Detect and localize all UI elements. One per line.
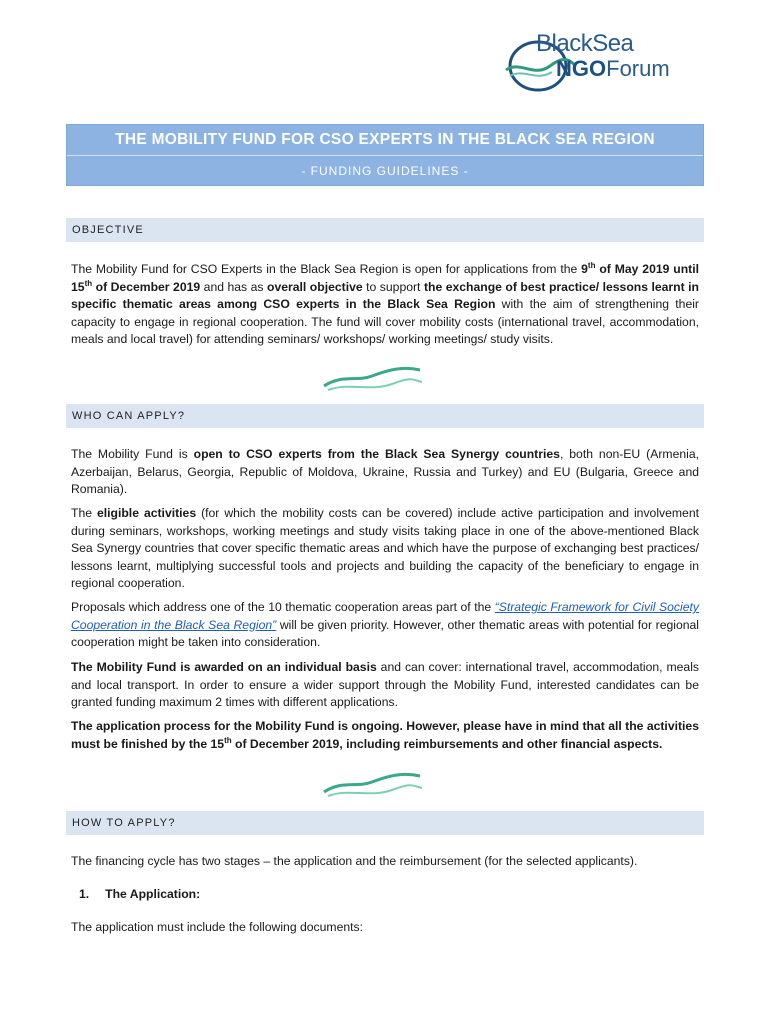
section-header-objective: OBJECTIVE: [66, 218, 704, 242]
list-number: 1.: [79, 887, 90, 901]
section-header-how-to-apply: HOW TO APPLY?: [66, 811, 704, 835]
logo-blacksea-text: BlackSea: [536, 30, 634, 57]
banner-divider: [67, 155, 703, 156]
document-subtitle: - FUNDING GUIDELINES -: [301, 164, 469, 178]
document-title: THE MOBILITY FUND FOR CSO EXPERTS IN THE BLACK SEA REGION: [115, 131, 655, 148]
section-header-who-can-apply: WHO CAN APPLY?: [66, 404, 704, 428]
title-banner: [66, 124, 704, 186]
objective-paragraph: The Mobility Fund for CSO Experts in the Black Sea Region is open for applications from the 9th of May 2019 until 15th of December 2019 and has as overall objective to support the exchange of best practice/ lessons learnt in specific thematic areas among CSO experts in the Black Sea Region with the aim of strengthening their capacity to engage in regional cooperation. The fund will cover mobility costs (international travel, accommodation, meals and local travel) for attending seminars/ workshops/ working meetings/ study visits.: [71, 260, 699, 346]
strategic-framework-link[interactable]: “Strategic Framework for Civil Society Cooperation in the Black Sea Region”: [71, 600, 699, 632]
who-paragraph-4: The Mobility Fund is awarded on an individual basis and can cover: international travel, accommodation, meals and local transport. In order to ensure a wider support through the Mobility Fund, interested candidates can be granted funding maximum 2 times with different applications.: [71, 660, 699, 709]
logo-ngoforum-text: NGOForum: [556, 56, 670, 81]
wave-divider-icon: [320, 362, 426, 394]
who-paragraph-2: The eligible activities (for which the mobility costs can be covered) include active participation and involvement during seminars, workshops, working meetings and study visits taking place in one of the above-mentioned Black Sea Synergy countries that cover specific thematic areas and which have the purpose of exchanging best practices/ lessons learnt, multiplying successful tools and projects and building the capacity of the beneficiary to engage in regional cooperation.: [71, 506, 700, 590]
how-paragraph-2: The application must include the following documents:: [71, 920, 363, 934]
wave-divider-icon: [320, 768, 426, 800]
who-paragraph-3: Proposals which address one of the 10 thematic cooperation areas part of the “Strategic Framework for Civil Society Cooperation in the Black Sea Region” will be given priority. However, other thematic areas with potential for regional cooperation might be taken into consideration.: [71, 600, 700, 649]
list-label: The Application:: [105, 887, 201, 901]
how-paragraph-1: The financing cycle has two stages – the application and the reimbursement (for the selected applicants).: [71, 854, 638, 868]
who-paragraph-1: The Mobility Fund is open to CSO experts from the Black Sea Synergy countries, both non-EU (Armenia, Azerbaijan, Belarus, Georgia, Republic of Moldova, Ukraine, Russia and Turkey) and EU (Bulgaria, Greece and Romania).: [71, 447, 699, 496]
who-paragraph-5: The application process for the Mobility Fund is ongoing. However, please have in mind that all the activities must be finished by the 15th of December 2019, including reimbursements and other financial aspects.: [71, 719, 699, 751]
blacksea-ngo-forum-logo: [500, 26, 700, 96]
how-list-item-application: [79, 886, 679, 904]
